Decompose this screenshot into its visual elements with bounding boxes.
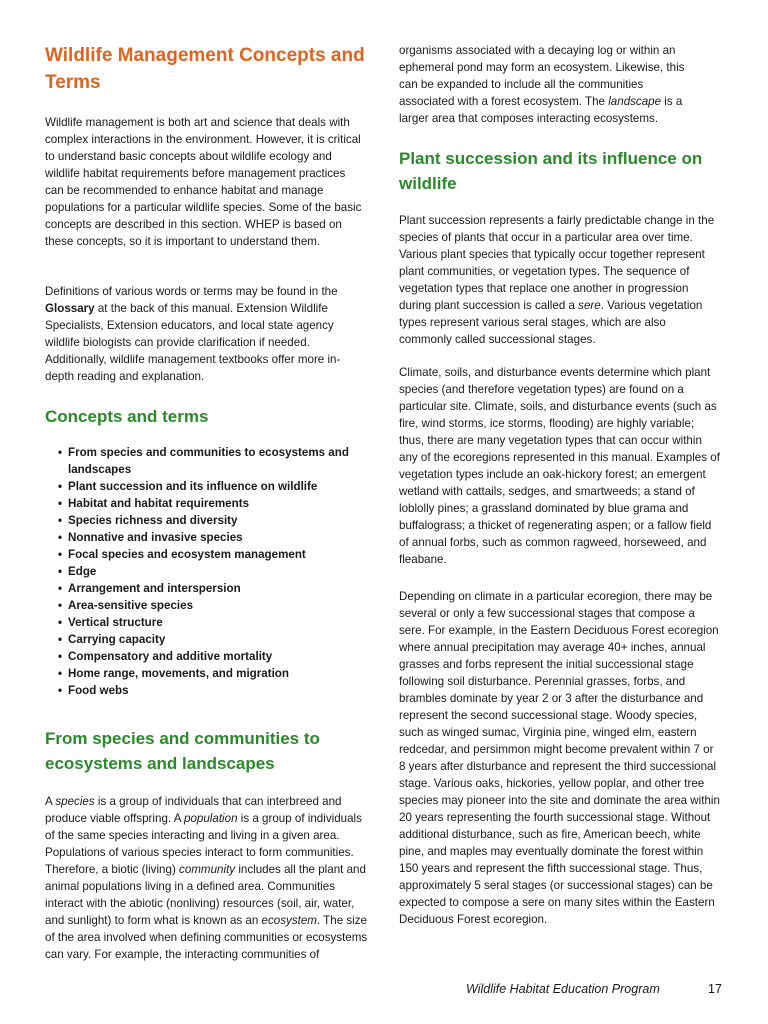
concept-list-item: • Home range, movements, and migration <box>58 665 368 682</box>
succession-text-post: . Various vegetation types represent various seral stages, which are also commonly called successional stages. <box>399 299 703 346</box>
concept-list-item: • Nonnative and invasive species <box>58 529 368 546</box>
term-population: population <box>184 812 238 825</box>
concept-list-item: • Compensatory and additive mortality <box>58 648 368 665</box>
term-landscape: landscape <box>608 95 662 108</box>
species-text-3: is a group of individuals of the same species interacting and living in a given area. Populations of various species interact to form communities. Therefore, a biotic (living) <box>45 812 362 876</box>
species-heading: From species and communities to ecosystems and landscapes <box>45 729 320 773</box>
succession-paragraph-1 <box>399 212 721 348</box>
species-text-1: A <box>45 795 56 808</box>
species-text-5: . The size of the area involved when defining communities or ecosystems can vary. For example, the interacting communities of <box>45 914 368 961</box>
concept-list-item: • Area-sensitive species <box>58 597 368 614</box>
definitions-paragraph <box>45 283 367 385</box>
concept-list-item: • Edge <box>58 563 368 580</box>
term-community: community <box>179 863 236 876</box>
concept-list-item: • From species and communities to ecosystems and landscapes <box>58 444 368 478</box>
succession-paragraph-3: Depending on climate in a particular ecoregion, there may be several or only a few successional stages that compose a sere. For example, in the Eastern Deciduous Forest ecoregion where annual precipitation may average 40+ inches, annual grasses and forbs represent the initial successional stage following soil disturbance. Perennial grasses, forbs, and brambles dominate by year 2 or 3 after the disturbance and represent the second successional stage. Woody species, such as winged sumac, Virginia pine, winged elm, eastern redcedar, and persimmon might become prevalent within 7 or 8 years after disturbance and represent the third successional stage. Various oaks, hickories, yellow poplar, and other tree species may pioneer into the site and dominate the area within 20 years representing the fourth successional stage. Without additional disturbance, such as fire, American beech, white pine, and maples may eventually dominate the forest within 150 years and represent the fifth successional stage. Thus, approximately 5 seral stages (or successional stages) can be expected to compose a sere on many sites within the Eastern Deciduous Forest ecoregion. <box>399 590 720 926</box>
species-text-4: includes all the plant and animal populations living in a defined area. Communities interact with the abiotic (nonliving) resources (soil, air, water, and sunlight) to form what is known as an <box>45 863 366 927</box>
footer-publication-title: Wildlife Habitat Education Program <box>466 982 660 996</box>
succession-text-pre: Plant succession represents a fairly predictable change in the species of plants that occur in a particular area over time. Various plant species that typically occur together represent plant communities, or vegetation types. The sequence of vegetation types that replace one another in progression during plant succession is called a <box>399 214 715 312</box>
concept-list-item: • Carrying capacity <box>58 631 368 648</box>
glossary-term: Glossary <box>45 302 95 315</box>
concept-list-item: • Vertical structure <box>58 614 368 631</box>
succession-paragraph-2: Climate, soils, and disturbance events determine which plant species (and therefore vegetation types) are found on a particular site. Climate, soils, and disturbance events (such as fire, wind storms, ice storms, flooding) are highly variable; thus, there are many vegetation types that can occur within any of the ecoregions represented in this manual. Examples of vegetation types include an oak-hickory forest; an emergent wetland with cattails, sedges, and smartweeds; a stand of loblolly pines; a grassland dominated by blue grama and buffalograss; a thicket of regenerating aspen; or a fallow field of annual forbs, such as common ragweed, horseweed, and fleabane. <box>399 366 720 566</box>
definitions-text-post: at the back of this manual. Extension Wildlife Specialists, Extension educators, and local state agency wildlife biologists can provide clarification if needed. Additionally, wildlife management textbooks offer more in-depth reading and explanation. <box>45 302 341 383</box>
concepts-heading: Concepts and terms <box>45 407 209 426</box>
continued-text-post: is a larger area that composes interacting ecosystems. <box>399 95 683 125</box>
concept-list-item: • Food webs <box>58 682 368 699</box>
term-ecosystem: ecosystem <box>261 914 317 927</box>
definitions-text-pre: Definitions of various words or terms may be found in the <box>45 285 338 298</box>
concept-list-item: • Arrangement and interspersion <box>58 580 368 597</box>
concept-list-item: • Species richness and diversity <box>58 512 368 529</box>
species-paragraph <box>45 793 370 963</box>
page-title: Wildlife Management Concepts and Terms <box>45 45 365 93</box>
species-text-2: is a group of individuals that can interbreed and produce viable offspring. A <box>45 795 342 825</box>
concepts-list <box>58 444 368 699</box>
continued-text-pre: organisms associated with a decaying log or within an ephemeral pond may form an ecosystem. Likewise, this can be expanded to include all the communities associated with a forest ecosystem. The <box>399 44 685 108</box>
term-sere: sere <box>578 299 601 312</box>
term-species: species <box>55 795 95 808</box>
concept-list-item: • Plant succession and its influence on wildlife <box>58 478 368 495</box>
intro-paragraph: Wildlife management is both art and science that deals with complex interactions in the environment. However, it is critical to understand basic concepts about wildlife ecology and wildlife habitat requirements before management practices can be recommended to enhance habitat and manage populations for a particular wildlife species. Some of the basic concepts are described in this section. WHEP is based on these concepts, so it is important to understand them. <box>45 116 362 248</box>
concept-list-item: • Focal species and ecosystem management <box>58 546 368 563</box>
succession-heading: Plant succession and its influence on wildlife <box>399 149 703 193</box>
continued-paragraph <box>399 42 699 127</box>
page-number: 17 <box>708 982 722 996</box>
concept-list-item: • Habitat and habitat requirements <box>58 495 368 512</box>
